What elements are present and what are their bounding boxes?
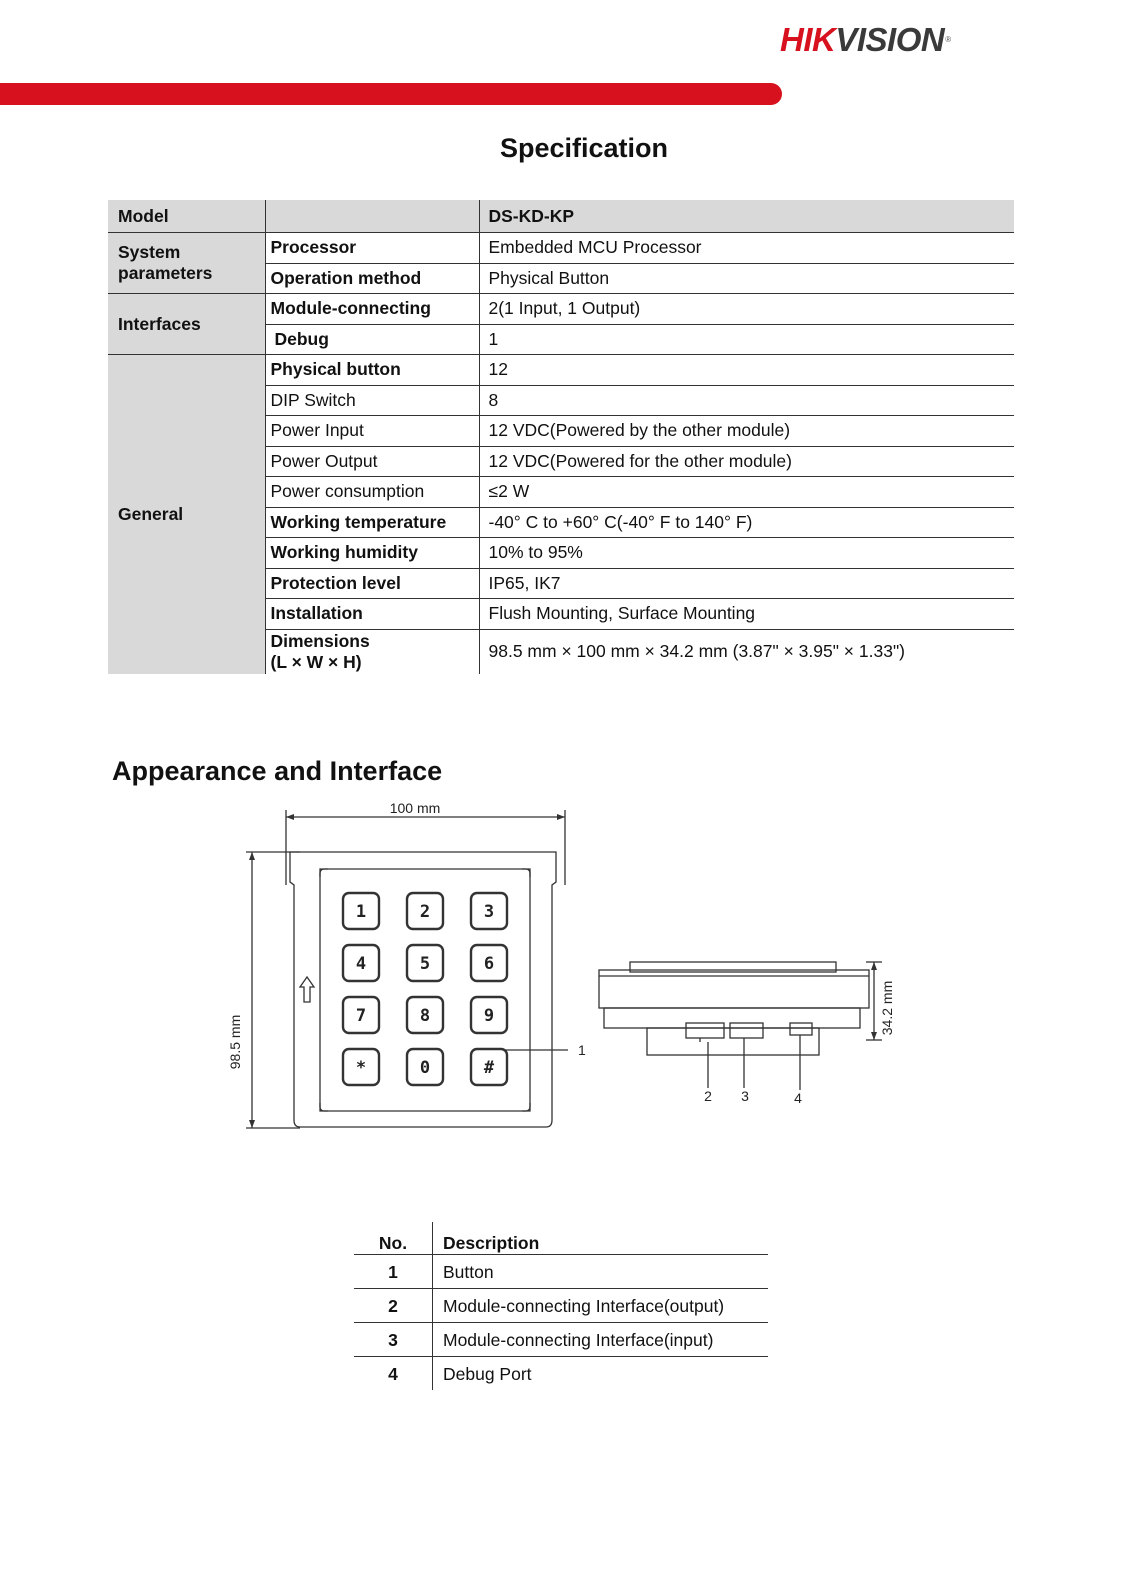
spec-row <box>108 233 1014 264</box>
keypad-key-label: 9 <box>483 1006 495 1026</box>
desc-row <box>354 1255 768 1289</box>
desc-row <box>354 1289 768 1323</box>
spec-param: Dimensions <box>270 630 370 651</box>
spec-value: 12 <box>479 355 1014 386</box>
spec-param: Power Input <box>265 416 479 447</box>
desc-no: 3 <box>354 1323 433 1357</box>
spec-param: Working humidity <box>265 538 479 569</box>
spec-value: 8 <box>479 385 1014 416</box>
spec-param: Operation method <box>265 263 479 294</box>
keypad-key-label: 0 <box>419 1058 431 1078</box>
section-system-parameters: System parameters <box>108 233 265 294</box>
spec-param: Installation <box>265 599 479 630</box>
keypad-key-label: 4 <box>355 954 367 974</box>
keypad-key-label: 2 <box>419 902 431 922</box>
spec-param-line2: (L × W × H) <box>270 651 362 672</box>
desc-row <box>354 1357 768 1391</box>
desc-text: Module-connecting Interface(input) <box>433 1323 769 1357</box>
desc-header-no: No. <box>354 1222 433 1255</box>
page-title: Specification <box>499 133 669 163</box>
callout-2: 2 <box>704 1088 712 1104</box>
desc-no: 2 <box>354 1289 433 1323</box>
spec-value: 10% to 95% <box>479 538 1014 569</box>
spec-table <box>108 200 1014 674</box>
spec-value: -40° C to +60° C(-40° F to 140° F) <box>479 507 1014 538</box>
keypad-key-label: 8 <box>419 1006 431 1026</box>
logo-vision-text: VISION <box>835 21 945 58</box>
keypad-key-label: # <box>483 1058 495 1078</box>
spec-header-row <box>108 200 1014 233</box>
spec-value: 12 VDC(Powered for the other module) <box>479 446 1014 477</box>
spec-param: Physical button <box>265 355 479 386</box>
spec-value: IP65, IK7 <box>479 568 1014 599</box>
spec-param: Processor <box>265 233 479 264</box>
desc-no: 1 <box>354 1255 433 1289</box>
model-value: DS-KD-KP <box>479 200 1014 233</box>
keypad-key-label: 3 <box>483 902 495 922</box>
appearance-drawing <box>0 790 1122 1150</box>
keypad-key-label: 6 <box>483 954 495 974</box>
spec-row <box>108 294 1014 325</box>
height-label: 98.5 mm <box>227 1014 243 1070</box>
spec-value: 12 VDC(Powered by the other module) <box>479 416 1014 447</box>
spec-value: Flush Mounting, Surface Mounting <box>479 599 1014 630</box>
callout-1: 1 <box>578 1042 586 1058</box>
spec-value: Embedded MCU Processor <box>479 233 1014 264</box>
callout-3: 3 <box>741 1088 749 1104</box>
spec-value: 2(1 Input, 1 Output) <box>479 294 1014 325</box>
keypad-keys <box>343 893 507 1085</box>
desc-text: Button <box>433 1255 769 1289</box>
desc-header-row <box>354 1222 768 1255</box>
model-empty-cell <box>265 200 479 233</box>
input-connector <box>730 1023 763 1038</box>
depth-label: 34.2 mm <box>879 980 895 1036</box>
spec-value: 98.5 mm × 100 mm × 34.2 mm (3.87" × 3.95" × 1.33") <box>488 641 905 661</box>
spec-value: ≤2 W <box>479 477 1014 508</box>
desc-text: Module-connecting Interface(output) <box>433 1289 769 1323</box>
keypad-key-label: 7 <box>355 1006 367 1026</box>
keypad-side-view <box>599 962 869 1090</box>
spec-param: Protection level <box>265 568 479 599</box>
appearance-section-title: Appearance and Interface <box>112 756 443 786</box>
description-table <box>354 1222 768 1390</box>
desc-row <box>354 1323 768 1357</box>
model-label: Model <box>108 200 265 233</box>
up-arrow-icon <box>300 977 314 1002</box>
logo-hik-text: HIK <box>780 21 836 58</box>
hikvision-logo <box>780 20 1000 60</box>
width-label: 100 mm <box>389 800 441 816</box>
section-general: General <box>108 355 265 674</box>
section-interfaces: Interfaces <box>108 294 265 355</box>
desc-header-description: Description <box>433 1222 769 1255</box>
keypad-key-label: 5 <box>419 954 431 974</box>
callout-4: 4 <box>794 1090 802 1106</box>
spec-value: 1 <box>479 324 1014 355</box>
spec-param-dimensions <box>265 629 479 674</box>
desc-text: Debug Port <box>443 1363 532 1384</box>
desc-no: 4 <box>354 1357 433 1391</box>
output-connector <box>686 1023 724 1038</box>
spec-param: Working temperature <box>265 507 479 538</box>
spec-value: Physical Button <box>479 263 1014 294</box>
header-red-bar <box>0 83 782 105</box>
spec-param: Debug <box>265 324 479 355</box>
registered-mark: ® <box>945 35 951 44</box>
spec-param: Power Output <box>265 446 479 477</box>
debug-connector <box>790 1023 812 1035</box>
spec-param: Power consumption <box>265 477 479 508</box>
spec-param: DIP Switch <box>265 385 479 416</box>
keypad-key-label: * <box>355 1058 367 1078</box>
spec-param: Module-connecting <box>265 294 479 325</box>
keypad-key-label: 1 <box>355 902 367 922</box>
spec-row <box>108 355 1014 386</box>
